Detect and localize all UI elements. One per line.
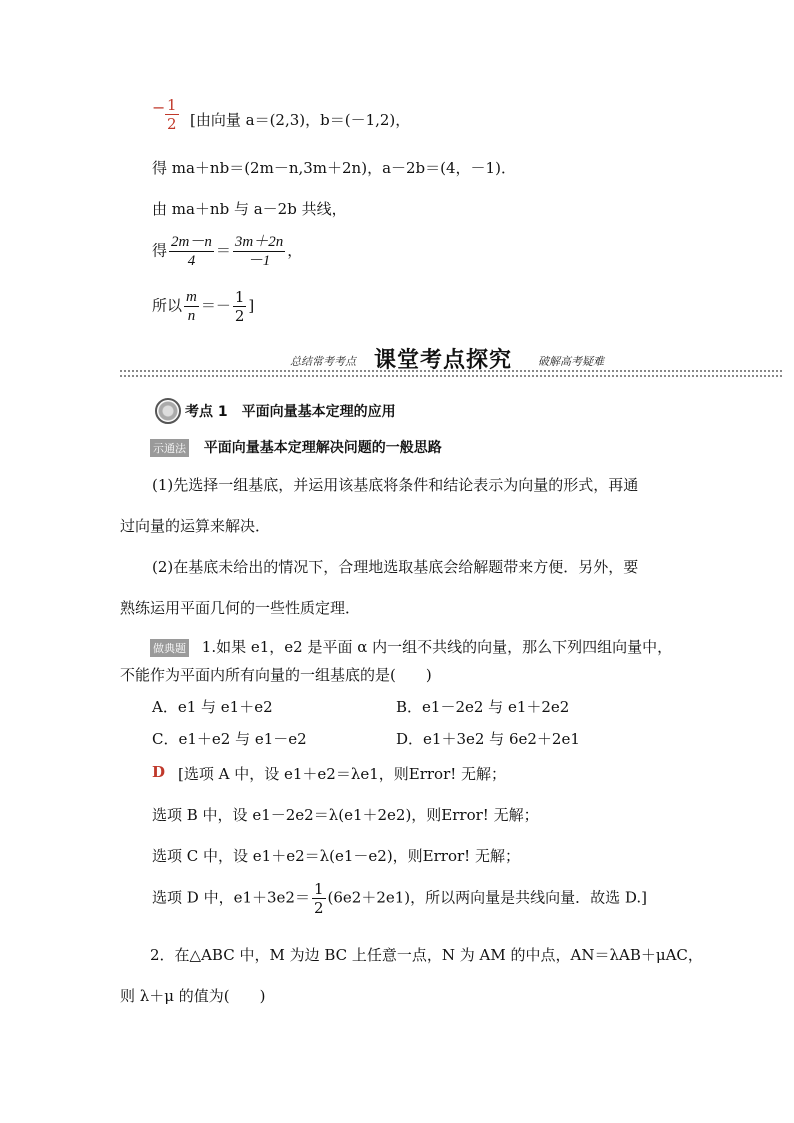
solution-line-4	[152, 233, 302, 270]
example1-solution-4	[152, 880, 647, 917]
option-c: C．e1＋e2 与 e1－e2	[152, 730, 307, 748]
banner-title: 课堂考点探究	[374, 348, 513, 373]
example1-question-line-b: 不能作为平面内所有向量的一组基底的是( )	[120, 666, 432, 684]
solution-line-3: 由 ma＋nb 与 a－2b 共线，	[152, 200, 347, 218]
example1-solution-3: 选项 C 中，设 e1＋e2＝λ(e1－e2)，则Error! 无解；	[152, 847, 520, 865]
solution-line-5	[152, 288, 254, 325]
sol4-suffix: (6e2＋2e1)，所以两向量是共线向量．故选 D.]	[327, 888, 648, 907]
example1-q-a: 1.如果 e1，e2 是平面 α 内一组不共线的向量，那么下列四组向量中，	[201, 638, 673, 656]
line4-f2-den: －1	[247, 253, 271, 269]
example2-question-line-b: 则 λ＋μ 的值为( )	[120, 987, 266, 1005]
line4-prefix: 得	[152, 241, 168, 260]
line4-f1-den: 4	[187, 253, 196, 269]
method-heading	[150, 437, 442, 457]
kaodian-heading: 考点 1 平面向量基本定理的应用	[185, 404, 396, 420]
line5-f1-num: m	[186, 289, 197, 305]
paragraph-2a: (2)在基底未给出的情况下，合理地选取基底会给解题带来方便．另外，要	[152, 558, 639, 576]
zuo-dian-ti-tag: 做典题	[150, 639, 189, 657]
sol4-num: 1	[313, 880, 324, 898]
option-b: B．e1－2e2 与 e1＋2e2	[396, 698, 570, 716]
solution-line-1: [由向量 a＝(2,3)，b＝(－1,2)，	[190, 111, 411, 129]
line5-suffix: ]	[248, 296, 255, 315]
example2-question-line-a: 2．在△ABC 中，M 为边 BC 上任意一点，N 为 AM 的中点，AN＝λAB＋μAC，	[150, 946, 703, 964]
line4-f2-num: 3m＋2n	[234, 234, 284, 250]
shi-tong-fa-tag: 示通法	[150, 439, 189, 457]
example1-question-line-a	[150, 636, 672, 657]
banner-right-text: 破解高考疑难	[538, 355, 604, 368]
example1-answer-letter: D	[152, 763, 166, 781]
line5-f1-den: n	[187, 308, 196, 324]
line5-f2-den: 2	[234, 307, 245, 325]
option-d: D．e1＋3e2 与 6e2＋2e1	[396, 730, 580, 748]
answer-neg-sign: −	[152, 98, 166, 117]
line5-prefix: 所以	[152, 296, 183, 315]
answer-fraction	[163, 96, 181, 133]
banner-left-text: 总结常考考点	[290, 355, 356, 368]
paragraph-2b: 熟练运用平面几何的一些性质定理．	[120, 599, 361, 617]
paragraph-1b: 过向量的运算来解决．	[120, 517, 271, 535]
line4-eq: ＝	[215, 241, 231, 260]
sol4-prefix: 选项 D 中，e1＋3e2＝	[152, 888, 310, 907]
sol4-den: 2	[313, 899, 324, 917]
banner-rule-top	[120, 370, 782, 372]
kaodian-circle-icon	[155, 398, 181, 424]
line4-suffix: ，	[287, 241, 303, 260]
banner-rule-bottom	[120, 375, 782, 377]
solution-line-2: 得 ma＋nb＝(2m－n,3m＋2n)，a－2b＝(4，－1)．	[152, 159, 516, 177]
paragraph-1a: (1)先选择一组基底，并运用该基底将条件和结论表示为向量的形式，再通	[152, 476, 639, 494]
line5-f2-num: 1	[234, 288, 245, 306]
answer-frac-den: 2	[167, 115, 177, 133]
option-a: A．e1 与 e1＋e2	[152, 698, 273, 716]
line5-eq: ＝－	[200, 296, 231, 315]
example1-solution-2: 选项 B 中，设 e1－2e2＝λ(e1＋2e2)，则Error! 无解；	[152, 806, 539, 824]
line4-f1-num: 2m－n	[171, 234, 212, 250]
example1-solution-1: [选项 A 中，设 e1＋e2＝λe1，则Error! 无解；	[178, 765, 507, 783]
answer-frac-num: 1	[167, 96, 177, 114]
method-title: 平面向量基本定理解决问题的一般思路	[203, 440, 442, 456]
